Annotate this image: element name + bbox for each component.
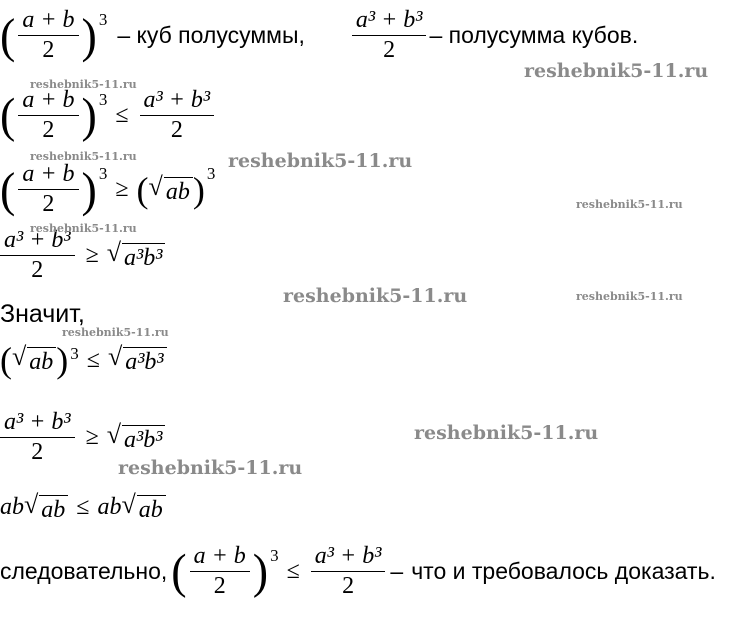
denominator: 2: [170, 117, 183, 144]
denominator: 2: [31, 439, 44, 466]
label-cube-of-half-sum: – куб полусуммы,: [117, 22, 305, 49]
denominator: 2: [383, 37, 396, 64]
exponent: 3: [70, 344, 79, 363]
exponent: 3: [98, 164, 108, 183]
sqrt-ab: √ ab: [24, 492, 68, 523]
denominator: 2: [42, 37, 55, 64]
le-sign: ≤: [86, 346, 100, 373]
fraction-half-sum-of-cubes: [311, 544, 386, 599]
sqrt-ab: √ ab: [121, 492, 165, 523]
numerator: a + b: [18, 162, 78, 190]
ge-sign: ≥: [85, 424, 99, 451]
radicand: ab: [137, 495, 166, 523]
paren-right: ): [81, 8, 97, 62]
numerator: a + b: [18, 8, 78, 36]
radicand: ab: [39, 495, 68, 523]
exponent: 3: [270, 546, 279, 565]
exponent: 3: [98, 90, 108, 109]
le-sign: ≤: [286, 558, 300, 585]
fraction-half-sum-of-cubes: [0, 410, 75, 465]
line-conclusion: следовательно, ( $\frac{a + b}{2}$ ) 3 ≤ $\frac{\text{a³ + b³}}{2}$ – что и требовалось доказать.: [0, 543, 716, 600]
fraction-half-sum-of-cubes: [352, 8, 427, 63]
dash: –: [390, 558, 404, 585]
radicand: a³b³: [123, 347, 166, 375]
radicand: ab: [27, 347, 56, 375]
fraction-half-sum: [18, 88, 78, 143]
label-therefore: Значит,: [0, 300, 85, 328]
label-half-sum-of-cubes: – полусумма кубов.: [429, 22, 639, 49]
label-consequently: следовательно,: [0, 558, 168, 585]
watermark: reshebnik5-11.ru: [30, 150, 137, 163]
denominator: 2: [213, 573, 226, 600]
ge-sign: ≥: [115, 176, 129, 203]
sqrt-a3b3: √ a³b³: [107, 240, 166, 271]
fraction-half-sum-of-cubes: [0, 228, 75, 283]
watermark: reshebnik5-11.ru: [30, 222, 137, 235]
numerator: a³ + b³: [0, 410, 75, 438]
line-inequality-6: [0, 492, 166, 523]
numerator: a + b: [190, 544, 250, 572]
sqrt-ab: √ ab: [149, 174, 193, 205]
denominator: 2: [342, 573, 355, 600]
watermark: reshebnik5-11.ru: [576, 198, 683, 211]
line-therefore: [0, 300, 85, 329]
exponent: 3: [206, 164, 216, 183]
watermark: reshebnik5-11.ru: [118, 457, 303, 479]
numerator: a³ + b³: [140, 88, 215, 116]
line-definitions: [0, 8, 638, 63]
watermark: reshebnik5-11.ru: [30, 78, 137, 91]
radicand: ab: [164, 177, 193, 205]
line-inequality-3: [0, 228, 165, 283]
denominator: 2: [42, 191, 55, 218]
numerator: a³ + b³: [0, 228, 75, 256]
watermark: reshebnik5-11.ru: [576, 290, 683, 303]
denominator: 2: [42, 117, 55, 144]
line-inequality-1: ( $\frac{a + b}{2}$ ) 3 ≤ $\frac{\text{a³ + b³}}{2}$: [0, 88, 217, 143]
watermark: reshebnik5-11.ru: [524, 60, 709, 82]
paren-left: (: [0, 8, 16, 62]
numerator: a + b: [18, 88, 78, 116]
fraction-half-sum-of-cubes: [140, 88, 215, 143]
exponent: 3: [98, 10, 108, 29]
watermark: reshebnik5-11.ru: [283, 285, 468, 307]
fraction-half-sum: [18, 8, 78, 63]
sqrt-a3b3: √ a³b³: [107, 422, 166, 453]
fraction-half-sum: [190, 544, 250, 599]
le-sign: ≤: [76, 494, 90, 521]
fraction-half-sum: [18, 162, 78, 217]
numerator: a³ + b³: [311, 544, 386, 572]
numerator: a³ + b³: [352, 8, 427, 36]
label-qed: что и требовалось доказать.: [411, 558, 716, 585]
sqrt-ab: √ ab: [12, 344, 56, 375]
factor-ab: ab: [97, 494, 122, 521]
watermark: reshebnik5-11.ru: [228, 150, 413, 172]
denominator: 2: [31, 257, 44, 284]
ge-sign: ≥: [85, 242, 99, 269]
line-inequality-2: ( $\frac{a + b}{2}$ ) 3 ≥ ( √ ab ) 3: [0, 161, 216, 218]
watermark: reshebnik5-11.ru: [414, 422, 599, 444]
radicand: a³b³: [122, 243, 165, 271]
sqrt-a3b3: √ a³b³: [108, 344, 167, 375]
radicand: a³b³: [122, 425, 165, 453]
le-sign: ≤: [115, 102, 129, 129]
line-inequality-4: ( √ ab ) 3 ≤ √ a³b³: [0, 342, 167, 378]
watermark: reshebnik5-11.ru: [62, 326, 169, 339]
factor-ab: ab: [0, 494, 24, 521]
